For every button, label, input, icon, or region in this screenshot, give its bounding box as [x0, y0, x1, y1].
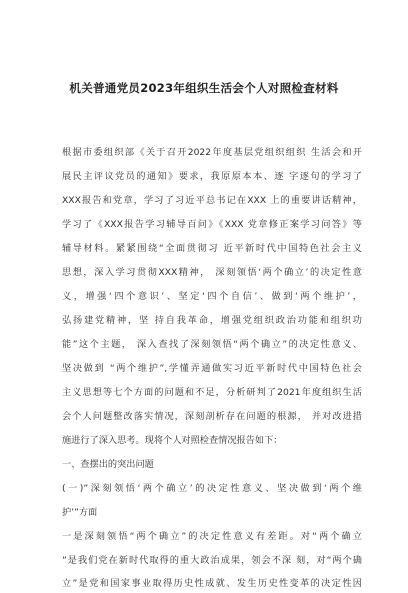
body-line: 义，增强‘四个意识’、坚定‘四个自信’、做到‘两个维护’， — [62, 291, 362, 302]
body-line: 会个人问题整改落实情况，深刻剖析存在问题的根源， 并对改进措 — [62, 411, 362, 422]
body-line: ”是我们党在新时代取得的重大政治成果，领会不深 刻，对“两个确 — [62, 555, 362, 566]
section-heading: 一、查摆出的突出问题 — [62, 459, 154, 470]
body-line: 学习了《XXX报告学习辅导百问》《XXX 党章修正案学习问答》等 — [62, 219, 362, 230]
body-line: 坚决做到 “两个维护”,学懂弄通做实习近平新时代中国特色社会 — [62, 363, 362, 374]
body-line: 立”是党和国家事业取得历史性成就、发生历史性变革的决定性因 — [62, 578, 362, 589]
document-title: 机关普通党员2023年组织生活会个人对照检查材料 — [69, 81, 339, 95]
body-line: 一是深刻领悟“两个确立”的决定性意义有差距。对“两个确立 — [62, 531, 362, 542]
body-line: 辅导材料。紧紧围绕“全面贯彻习 近平新时代中国特色社会主义 — [62, 243, 362, 254]
body-line: 展民主评议党员的通知》要求，我原原本本、逐 字逐句的学习了 — [62, 171, 362, 182]
body-line: 根据市委组织部《关于召开2022年度基层党组织组织 生活会和开 — [62, 147, 362, 158]
body-line: 施进行了深入思考。现将个人对照检查情况报告如下： — [62, 435, 283, 446]
body-line: 主义思想等七个方面的问题和不足，分析研判了2021年度组织生活 — [62, 387, 362, 398]
body-line: 思想，深入学习贯彻XXX精神， 深刻领悟‘两个确立’的决定性意 — [62, 267, 362, 278]
body-line: 能”这个主题， 深入查找了深刻领悟“两个确立”的决定性意义、 — [62, 339, 362, 350]
body-line: XXX报告和党章，学习了习近平总书记在XXX 上的重要讲话精神， — [62, 195, 362, 206]
body-line: 弘扬建党精神，坚 持自我革命，增强党组织政治功能和组织功 — [62, 315, 362, 326]
subsection-heading-cont: 护’”方面 — [62, 507, 98, 518]
subsection-heading: (一)”深刻领悟‘两个确立’的决定性意义、坚决做到‘两个维 — [62, 483, 362, 494]
